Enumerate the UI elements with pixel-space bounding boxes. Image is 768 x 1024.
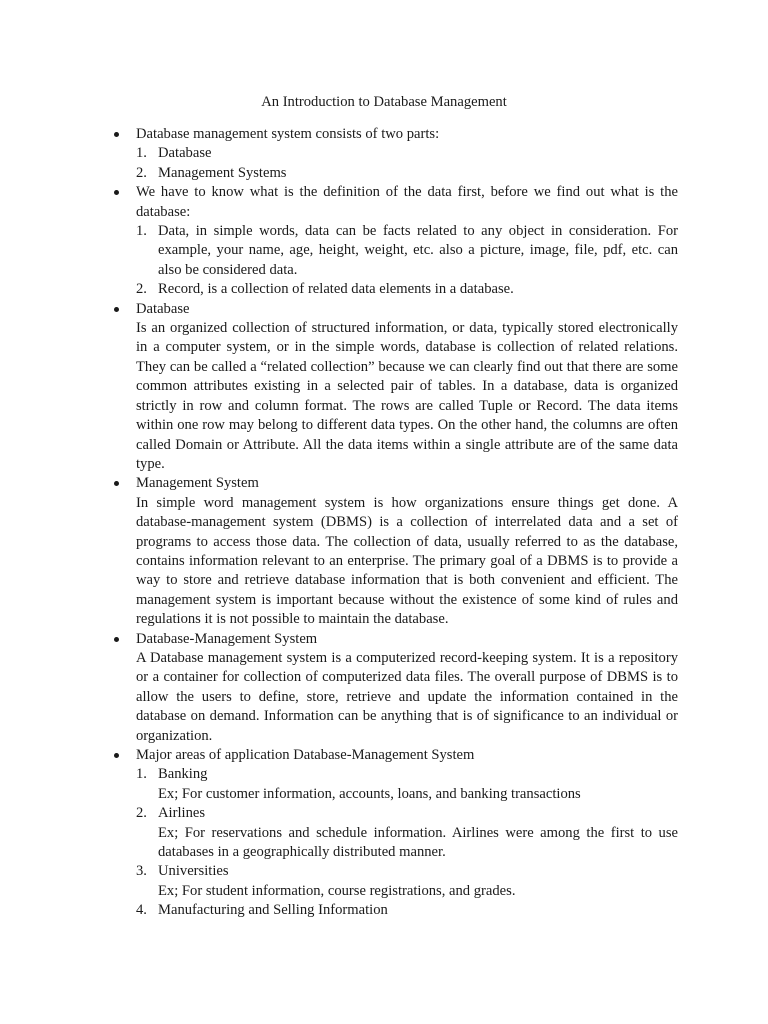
- bullet-heading: Management System: [136, 475, 259, 492]
- list-item: [114, 164, 678, 183]
- bullet-data-definition: [114, 183, 678, 222]
- list-number: 1.: [136, 145, 147, 162]
- list-item-text: Universities: [158, 863, 229, 880]
- list-item: [114, 901, 678, 920]
- bullet-application-areas: [114, 746, 678, 765]
- list-item: [114, 280, 678, 299]
- list-number: 2.: [136, 805, 147, 822]
- list-number: 1.: [136, 766, 147, 783]
- bullet-body: A Database management system is a computerized record-keeping system. It is a repository or a container for collection of computerized data files. The overall purpose of DBMS is to allow the users to define, store, retrieve and update the information contained in the database on demand. Information can be anything that is of significance to an individual or organization.: [136, 649, 678, 744]
- list-item: [114, 765, 678, 804]
- list-item-detail: Ex; For student information, course registrations, and grades.: [158, 882, 516, 899]
- list-item-detail: Ex; For customer information, accounts, loans, and banking transactions: [158, 785, 581, 802]
- bullet-database-management-system: [114, 630, 678, 746]
- bullet-dot-icon: [114, 307, 119, 312]
- list-item: [114, 144, 678, 163]
- list-item-text: Manufacturing and Selling Information: [158, 902, 388, 919]
- list-item-detail: Ex; For reservations and schedule information. Airlines were among the first to use databases in a geographically distributed manner.: [158, 824, 678, 861]
- list-item-text: Database: [158, 145, 212, 162]
- bullet-heading: Major areas of application Database-Management System: [136, 747, 475, 763]
- bullet-heading: Database: [136, 300, 190, 317]
- bullet-body: Is an organized collection of structured information, or data, typically stored electronically in a computer system, or in the simple words, database is collection of related relations. They can be called a “related collection” because we can clearly find out that there are some common attributes existing in a selected pair of tables. In a database, data is organized strictly in row and column format. The rows are called Tuple or Record. The data items within one row may belong to different data types. On the other hand, the columns are often called Domain or Attribute. All the data items within a single attribute are of the same data type.: [136, 320, 678, 472]
- bullet-dbms-parts: [114, 125, 678, 144]
- list-item: [114, 222, 678, 280]
- bullet-dot-icon: [114, 132, 119, 137]
- bullet-dot-icon: [114, 481, 119, 486]
- list-item: [114, 862, 678, 901]
- list-number: 2.: [136, 281, 147, 298]
- list-item-text: Record, is a collection of related data elements in a database.: [158, 281, 514, 298]
- list-item-text: Management Systems: [158, 164, 287, 181]
- bullet-heading: We have to know what is the definition of the data first, before we find out what is the database:: [136, 184, 678, 220]
- list-item: [114, 804, 678, 862]
- bullet-database: [114, 300, 678, 475]
- bullet-dot-icon: [114, 637, 119, 642]
- list-number: 1.: [136, 223, 147, 240]
- document-title: An Introduction to Database Management: [261, 94, 507, 110]
- bullet-heading: Database management system consists of two parts:: [136, 126, 440, 142]
- list-number: 4.: [136, 902, 147, 919]
- bullet-dot-icon: [114, 753, 119, 758]
- list-number: 3.: [136, 863, 147, 880]
- list-item-text: Banking: [158, 766, 208, 783]
- bullet-dot-icon: [114, 190, 119, 195]
- list-number: 2.: [136, 164, 147, 181]
- bullet-heading: Database-Management System: [136, 630, 318, 647]
- bullet-body: In simple word management system is how organizations ensure things get done. A database-management system (DBMS) is a collection of interrelated data and a set of programs to access those data. The collection of data, usually referred to as the database, contains information relevant to an enterprise. The primary goal of a DBMS is to provide a way to store and retrieve database information that is both convenient and efficient. The management system is important because without the existence of some kind of rules and regulations it is not possible to maintain the database.: [136, 494, 678, 628]
- list-item-text: Airlines: [158, 805, 206, 822]
- list-item-text: Data, in simple words, data can be facts related to any object in consideration. For example, your name, age, height, weight, etc. also a picture, image, file, pdf, etc. can also be considered data.: [158, 223, 678, 278]
- document-body: [114, 125, 678, 921]
- bullet-management-system: [114, 474, 678, 629]
